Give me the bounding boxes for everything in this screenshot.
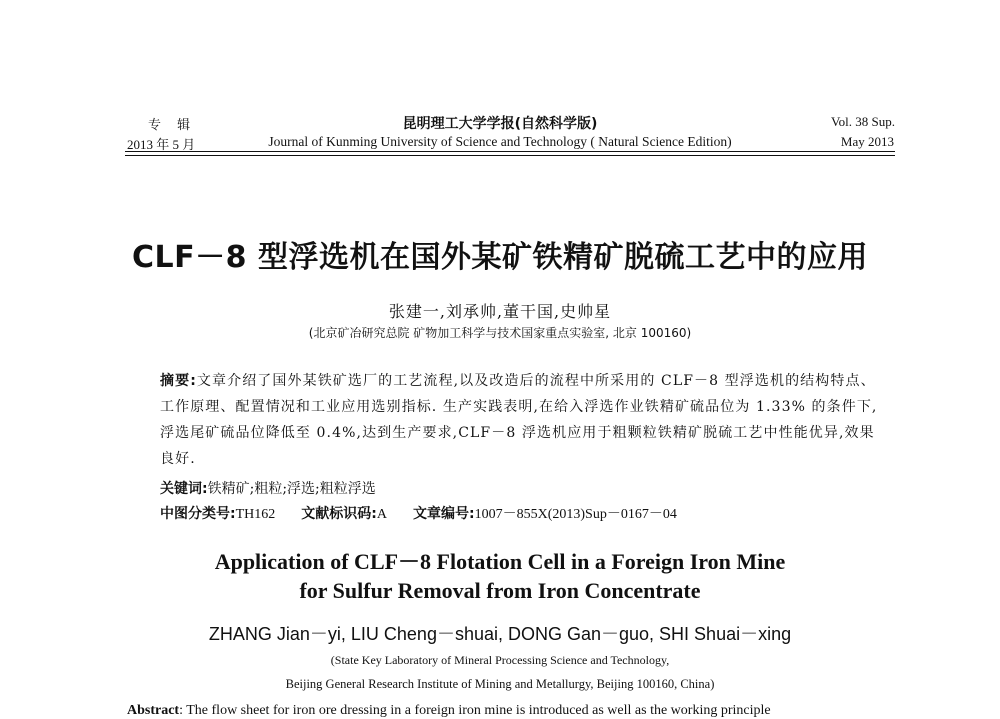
abstract-en-label: Abstract: [127, 703, 180, 718]
keywords-cn: [160, 478, 376, 498]
journal-issue-type: 专 辑: [148, 118, 197, 133]
header-rule-bottom: [125, 155, 895, 156]
article-number-value: 1007－855X(2013)Sup－0167－04: [474, 507, 677, 522]
affiliation-en-line2: Beijing General Research Institute of Mining and Metallurgy, Beijing 100160, China): [285, 677, 715, 691]
authors-en: ZHANG Jian－yi, LIU Cheng－shuai, DONG Gan－guo, SHI Shuai－xing: [208, 624, 792, 644]
abstract-en-text: : The flow sheet for iron ore dressing in a foreign iron mine is introduced as well as the working principle: [179, 703, 771, 718]
paper-title-cn: CLF－8 型浮选机在国外某矿铁精矿脱硫工艺中的应用: [132, 240, 868, 275]
abstract-cn-label: 摘要:: [160, 373, 197, 389]
journal-date-cn: 2013 年 5 月: [127, 137, 196, 152]
classification-line: [160, 503, 677, 523]
affiliation-en-line1: (State Key Laboratory of Mineral Processing Science and Technology,: [330, 653, 670, 667]
journal-volume: Vol. 38 Sup.: [830, 114, 895, 129]
abstract-en: [127, 703, 897, 719]
clc-value: TH162: [235, 507, 276, 522]
journal-date-en: May 2013: [840, 134, 894, 149]
paper-title-en-line1: Application of CLF－8 Flotation Cell in a Foreign Iron Mine: [214, 549, 786, 574]
header-rule-top: [125, 151, 895, 152]
paper-title-en-line2: for Sulfur Removal from Iron Concentrate: [299, 578, 701, 603]
keywords-cn-label: 关键词:: [160, 481, 208, 497]
journal-name-en: Journal of Kunming University of Science and Technology ( Natural Science Edition): [268, 134, 732, 149]
clc-label: 中图分类号:: [160, 506, 236, 522]
journal-name-cn: 昆明理工大学学报(自然科学版): [402, 116, 598, 132]
authors-cn: 张建一,刘承帅,董干国,史帅星: [388, 302, 612, 321]
keywords-cn-text: 铁精矿;粗粒;浮选;粗粒浮选: [207, 481, 376, 497]
abstract-cn: [160, 368, 880, 472]
doc-code-value: A: [376, 507, 388, 522]
abstract-cn-text: 文章介绍了国外某铁矿选厂的工艺流程,以及改造后的流程中所采用的 CLF－8 型浮选机的结构特点、工作原理、配置情况和工业应用选别指标. 生产实践表明,在给入浮选作业铁精矿硫品位为 1.33% 的条件下,浮选尾矿硫品位降低至 0.4%,达到生产要求,CLF－8 浮选机应用于粗颗粒铁精矿脱硫工艺中性能优异,效果良好.: [160, 373, 878, 467]
doc-code-label: 文献标识码:: [301, 506, 377, 522]
affiliation-cn: (北京矿冶研究总院 矿物加工科学与技术国家重点实验室, 北京 100160): [308, 326, 692, 340]
article-number-label: 文章编号:: [413, 506, 475, 522]
